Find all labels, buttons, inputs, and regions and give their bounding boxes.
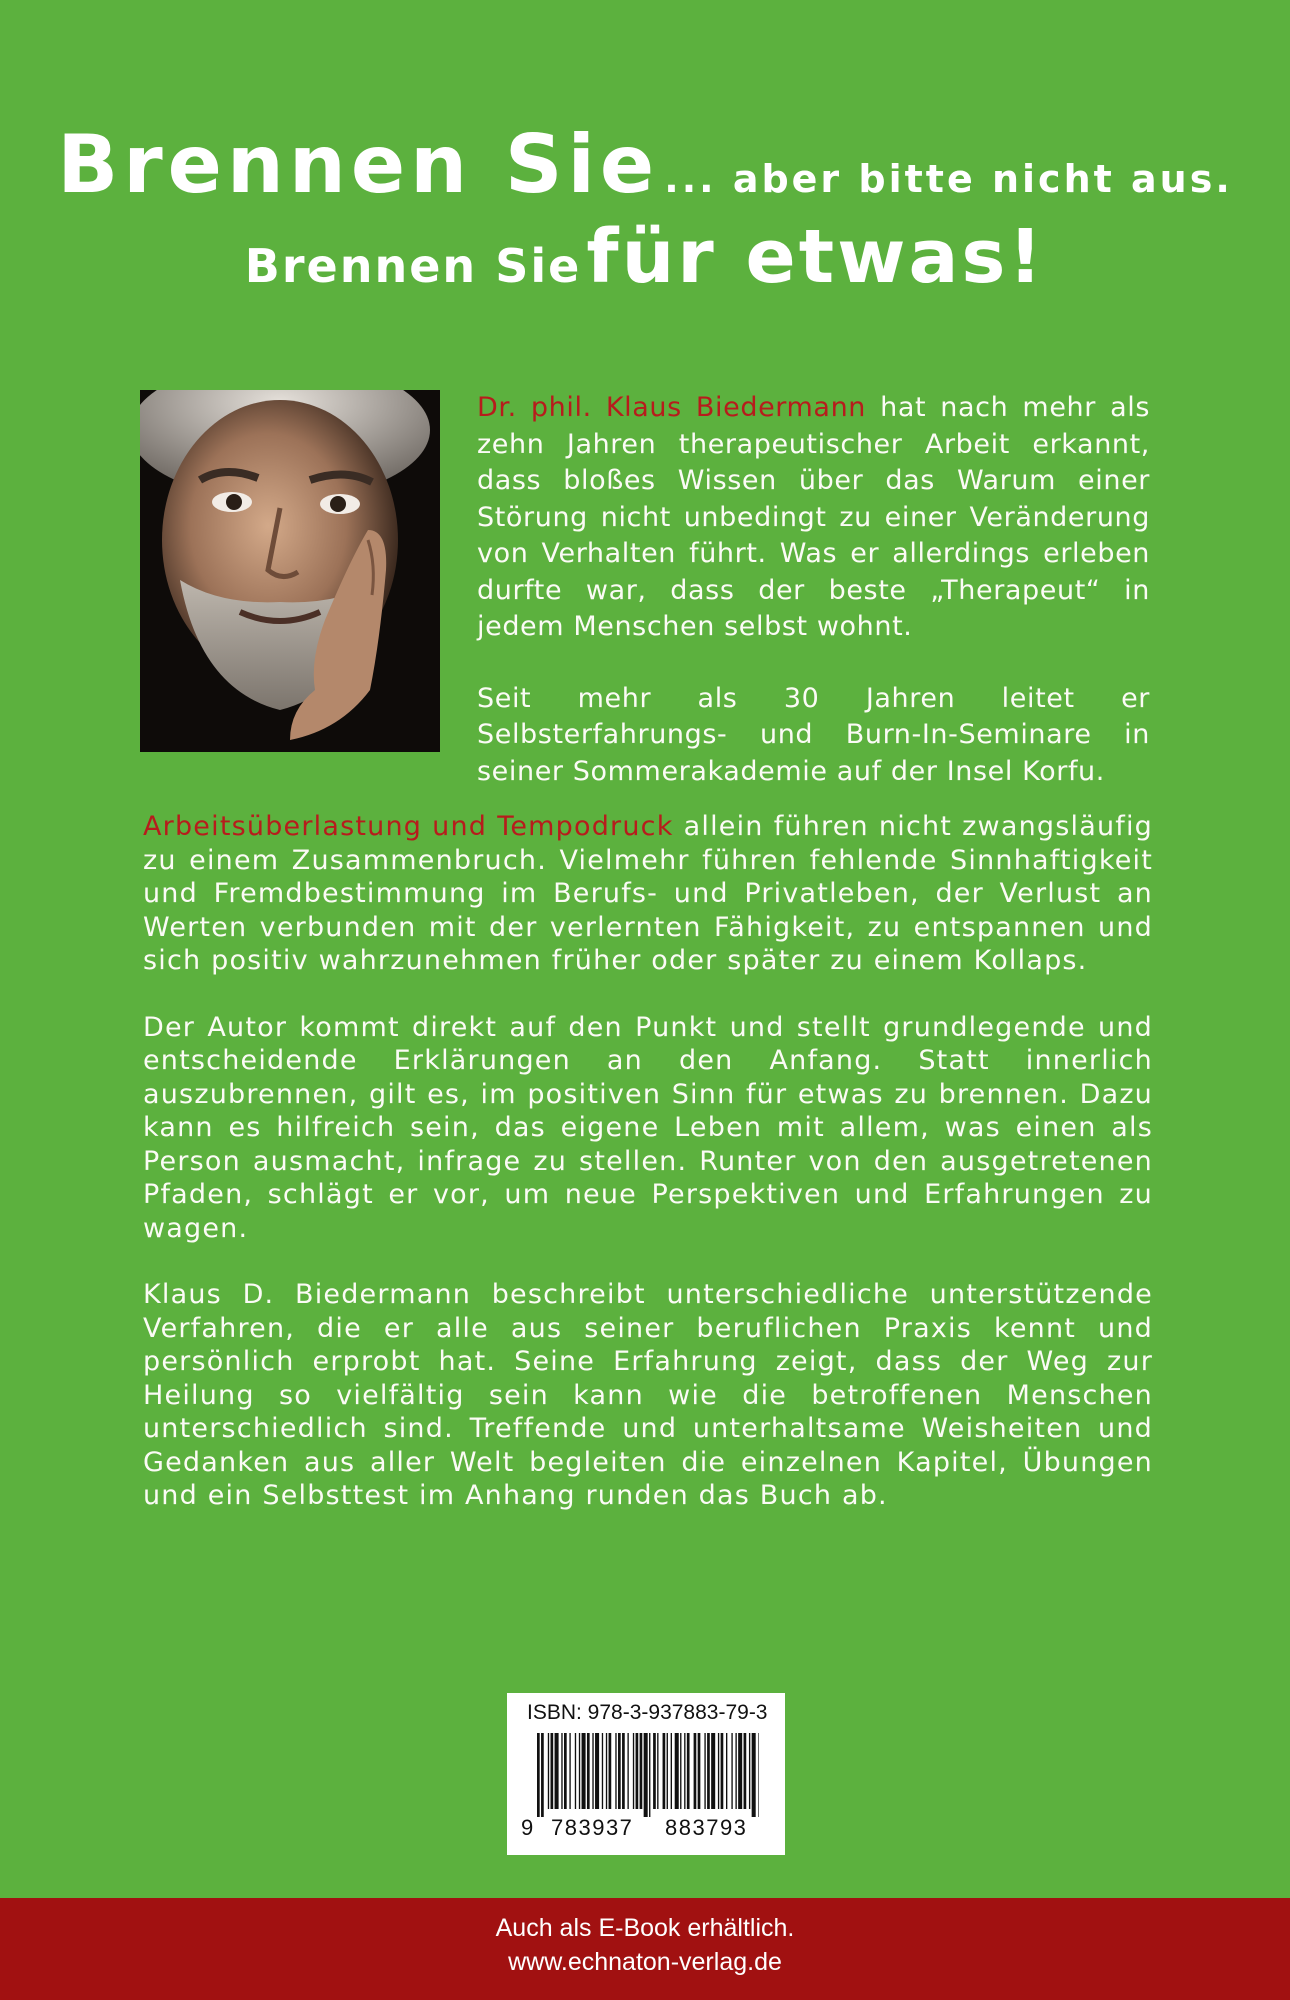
author-name: Dr. phil. Klaus Biedermann xyxy=(477,392,867,423)
barcode-bar xyxy=(569,1733,570,1809)
barcode-bar xyxy=(627,1733,628,1809)
headline-line-1 xyxy=(0,118,1290,211)
barcode-icon xyxy=(537,1733,759,1817)
barcode-bar xyxy=(551,1733,554,1809)
barcode-bar xyxy=(684,1733,685,1809)
barcode-bar xyxy=(587,1733,590,1809)
author-bio-paragraph-2: Seit mehr als 30 Jahren leitet er Selbsterfahrungs- und Burn-In-Seminare in seiner Sommerakademie auf der Insel Korfu. xyxy=(477,682,1150,787)
barcode-bar xyxy=(555,1733,559,1809)
barcode-bar xyxy=(644,1733,648,1817)
barcode-bar xyxy=(579,1733,580,1809)
barcode-bar xyxy=(640,1733,643,1809)
barcode-bar xyxy=(653,1733,656,1809)
barcode-bar xyxy=(707,1733,710,1809)
headline-line-2 xyxy=(0,214,1290,300)
book-description xyxy=(143,810,1153,1546)
barcode-bar xyxy=(680,1733,681,1809)
barcode-bar xyxy=(731,1733,732,1809)
barcode-bar xyxy=(541,1733,544,1817)
headline-brennen-sie-1: Brennen Sie xyxy=(57,118,660,211)
barcode-bar xyxy=(575,1733,576,1809)
barcode-bar xyxy=(609,1733,612,1809)
barcode-bar xyxy=(752,1733,756,1817)
footer-band xyxy=(0,1898,1290,2000)
barcode-bar xyxy=(582,1733,586,1809)
barcode-bar xyxy=(698,1733,701,1809)
barcode-bar xyxy=(744,1733,747,1809)
author-bio-paragraph-1 xyxy=(477,390,1150,646)
description-highlight: Arbeitsüberlastung und Tempodruck xyxy=(143,811,674,842)
barcode-bar xyxy=(718,1733,719,1809)
author-portrait-photo xyxy=(140,390,440,752)
isbn-label: ISBN: 978-3-937883-79-3 xyxy=(527,1701,768,1724)
barcode-bar xyxy=(671,1733,672,1809)
barcode-bar xyxy=(622,1733,625,1809)
barcode-bar xyxy=(657,1733,658,1809)
barcode-bar xyxy=(758,1733,759,1817)
barcode-bar xyxy=(561,1733,562,1809)
description-paragraph-2: Der Autor kommt direkt auf den Punkt und stellt grundlegende und entscheidende Erklärungen an den Anfang. Statt innerlich auszubrennen, gilt es, im positiven Sinn für etwas zu brennen. Dazu kann es hilfreich sein, das eigene Leben mit allem, was einen als Person ausmacht, infrage zu stellen. Runter von den ausgetretenen Pfaden, schlägt er vor, um neue Perspektiven und Erfahrungen zu wagen. xyxy=(143,1011,1153,1244)
barcode-bar xyxy=(694,1733,697,1809)
publisher-website[interactable]: www.echnaton-verlag.de xyxy=(508,1948,782,1976)
barcode-bar xyxy=(726,1733,727,1809)
barcode-bar xyxy=(738,1733,742,1809)
barcode-bar xyxy=(595,1733,599,1809)
author-bio xyxy=(477,390,1150,825)
isbn-barcode-box xyxy=(507,1693,785,1855)
barcode-bar xyxy=(564,1733,567,1809)
barcode-bar xyxy=(721,1733,724,1809)
barcode-bar xyxy=(548,1733,549,1809)
barcode-bar xyxy=(633,1733,634,1809)
barcode-bar xyxy=(636,1733,639,1809)
barcode-bar xyxy=(711,1733,715,1809)
description-text-1: allein führen nicht zwangsläufig zu einem Zusammenbruch. Vielmehr führen fehlende Sinnhaftigkeit und Fremdbestimmung im Berufs- und Privatleben, der Verlust an Werten verbunden mit der verlernten Fähigkeit, zu entspannen und sich positiv wahrzunehmen früher oder später zu einem Kollaps. xyxy=(143,811,1153,976)
ebook-note: Auch als E-Book erhältlich. xyxy=(495,1914,795,1942)
barcode-bar xyxy=(537,1733,540,1817)
barcode-bar xyxy=(675,1733,679,1809)
author-bio-text-1: hat nach mehr als zehn Jahren therapeutischer Arbeit erkannt, dass bloßes Wissen über das Warum einer Störung nicht unbedingt zu einer Veränderung von Verhalten führt. Was er allerdings erleben durfte war, dass der beste „Therapeut“ in jedem Menschen selbst wohnt. xyxy=(477,392,1150,642)
barcode-bar xyxy=(749,1733,750,1809)
barcode-bar xyxy=(592,1733,593,1809)
isbn-digit-first: 9 xyxy=(521,1815,534,1840)
isbn-digits-left: 783937 xyxy=(551,1815,634,1840)
barcode-bar xyxy=(735,1733,736,1809)
barcode-bar xyxy=(618,1733,621,1809)
description-paragraph-3: Klaus D. Biedermann beschreibt unterschiedliche unterstützende Verfahren, die er alle aus seiner beruflichen Praxis kennt und persönlich erprobt hat. Seine Erfahrung zeigt, dass der Weg zur Heilung so vielfältig sein kann wie die betroffenen Menschen unterschiedlich sind. Treffende und unterhaltsame Weisheiten und Gedanken aus aller Welt begleiten die einzelnen Kapitel, Übungen und ein Selbsttest im Anhang runden das Buch ab. xyxy=(143,1279,1153,1511)
barcode-bar xyxy=(615,1733,616,1809)
isbn-digits-right: 883793 xyxy=(665,1815,748,1840)
barcode-bar xyxy=(606,1733,607,1809)
headline-aber-bitte-nicht-aus: ... aber bitte nicht aus. xyxy=(664,157,1233,201)
barcode-bar xyxy=(649,1733,650,1817)
headline-fuer-etwas: für etwas! xyxy=(586,214,1046,300)
headline-brennen-sie-2: Brennen Sie xyxy=(244,239,582,293)
barcode-bar xyxy=(687,1733,690,1809)
description-paragraph-1 xyxy=(143,810,1153,978)
barcode-bar xyxy=(602,1733,603,1809)
barcode-bar xyxy=(663,1733,666,1809)
barcode-bar xyxy=(704,1733,705,1809)
barcode-bar xyxy=(667,1733,668,1809)
